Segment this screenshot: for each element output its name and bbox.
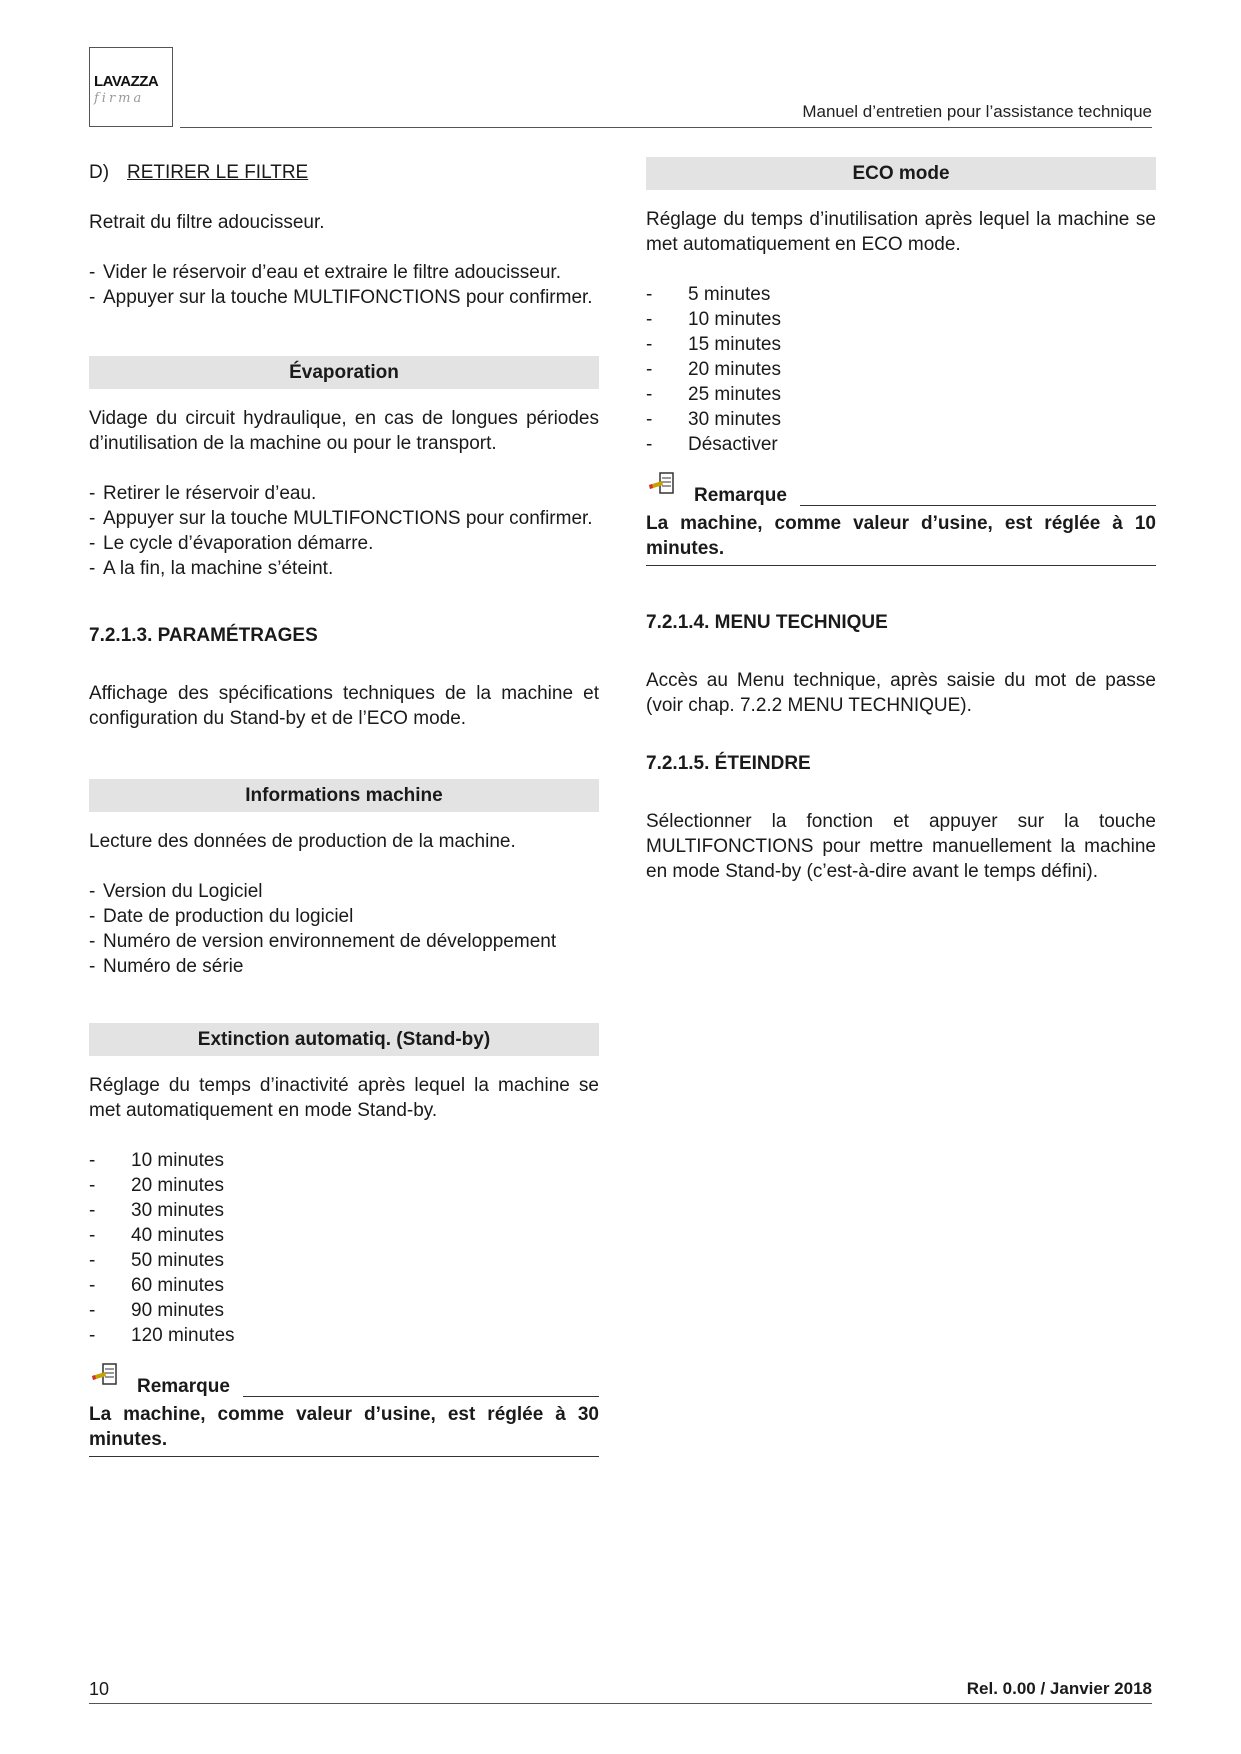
standby-intro: Réglage du temps d’inactivité après lequel la machine se met automatiquement en mode Stand-by. [89, 1075, 599, 1121]
eteindre-heading: 7.2.1.5. ÉTEINDRE [646, 753, 811, 774]
list-item: - Appuyer sur la touche MULTIFONCTIONS pour confirmer. [89, 287, 593, 308]
section-d-title: RETIRER LE FILTRE [127, 162, 309, 183]
list-item: - 120 minutes [89, 1325, 235, 1346]
list-item: - Vider le réservoir d’eau et extraire le filtre adoucisseur. [89, 262, 561, 283]
remark-text: La machine, comme valeur d’usine, est réglée à 10 minutes. [646, 507, 1156, 566]
list-item: - A la fin, la machine s’éteint. [89, 558, 334, 579]
list-item: - Le cycle d’évaporation démarre. [89, 533, 374, 554]
section-d-steps [89, 260, 599, 310]
remark-label: Remarque [694, 485, 787, 506]
informations-title: Informations machine [89, 779, 599, 812]
list-item: - Version du Logiciel [89, 881, 263, 902]
remark-header [89, 1362, 599, 1398]
section-d-prefix: D) [89, 162, 110, 183]
left-column [89, 160, 599, 1457]
informations-items [89, 879, 599, 979]
list-item: - 30 minutes [646, 409, 781, 430]
parametrages-heading: 7.2.1.3. PARAMÉTRAGES [89, 625, 318, 646]
header-title: Manuel d’entretien pour l’assistance technique [802, 102, 1152, 121]
eteindre-text: Sélectionner la fonction et appuyer sur la touche MULTIFONCTIONS pour mettre manuellement la machine en mode Stand-by (c’est-à-dire avant le temps défini). [646, 811, 1156, 882]
list-item: - Numéro de version environnement de développement [89, 931, 557, 952]
header-rule [180, 127, 1152, 128]
list-item: - 25 minutes [646, 384, 781, 405]
section-d-intro: Retrait du filtre adoucisseur. [89, 212, 325, 233]
eco-title: ECO mode [646, 157, 1156, 190]
remark-rule [243, 1396, 599, 1397]
list-item: - 10 minutes [646, 309, 781, 330]
list-item: - 5 minutes [646, 284, 771, 305]
eco-options [646, 282, 1156, 457]
list-item: - Retirer le réservoir d’eau. [89, 483, 317, 504]
informations-intro: Lecture des données de production de la machine. [89, 831, 516, 852]
evaporation-steps [89, 481, 599, 581]
list-item: - 40 minutes [89, 1225, 224, 1246]
note-pencil-icon [91, 1362, 119, 1390]
list-item: - 60 minutes [89, 1275, 224, 1296]
release-info: Rel. 0.00 / Janvier 2018 [966, 1679, 1152, 1698]
section-d-heading [89, 160, 599, 185]
eco-intro: Réglage du temps d’inutilisation après lequel la machine se met automatiquement en ECO mode. [646, 209, 1156, 255]
standby-title: Extinction automatiq. (Stand-by) [89, 1023, 599, 1056]
remark-text: La machine, comme valeur d’usine, est réglée à 30 minutes. [89, 1398, 599, 1457]
list-item: - 15 minutes [646, 334, 781, 355]
list-item: - Désactiver [646, 434, 778, 455]
note-pencil-icon [648, 471, 676, 499]
list-item: - Date de production du logiciel [89, 906, 354, 927]
menu-technique-heading: 7.2.1.4. MENU TECHNIQUE [646, 612, 888, 633]
list-item: - 50 minutes [89, 1250, 224, 1271]
remark-label: Remarque [137, 1376, 230, 1397]
evaporation-intro: Vidage du circuit hydraulique, en cas de longues périodes d’inutilisation de la machine ou pour le transport. [89, 408, 599, 454]
remark-header [646, 471, 1156, 507]
list-item: - 20 minutes [646, 359, 781, 380]
brand-logo [89, 47, 173, 127]
list-item: - 10 minutes [89, 1150, 224, 1171]
list-item: - 90 minutes [89, 1300, 224, 1321]
logo-wordmark: LAVAZZA [94, 73, 159, 90]
footer-rule [89, 1703, 1152, 1704]
list-item: - 30 minutes [89, 1200, 224, 1221]
list-item: - Appuyer sur la touche MULTIFONCTIONS pour confirmer. [89, 508, 593, 529]
page-number: 10 [89, 1679, 110, 1699]
list-item: - 20 minutes [89, 1175, 224, 1196]
menu-technique-text: Accès au Menu technique, après saisie du mot de passe (voir chap. 7.2.2 MENU TECHNIQUE). [646, 670, 1156, 716]
standby-options [89, 1148, 599, 1348]
evaporation-title: Évaporation [89, 356, 599, 389]
list-item: - Numéro de série [89, 956, 244, 977]
right-column [646, 160, 1156, 884]
parametrages-text: Affichage des spécifications techniques de la machine et configuration du Stand-by et de l’ECO mode. [89, 683, 599, 729]
remark-rule [800, 505, 1156, 506]
logo-subtitle: firma [94, 91, 145, 106]
